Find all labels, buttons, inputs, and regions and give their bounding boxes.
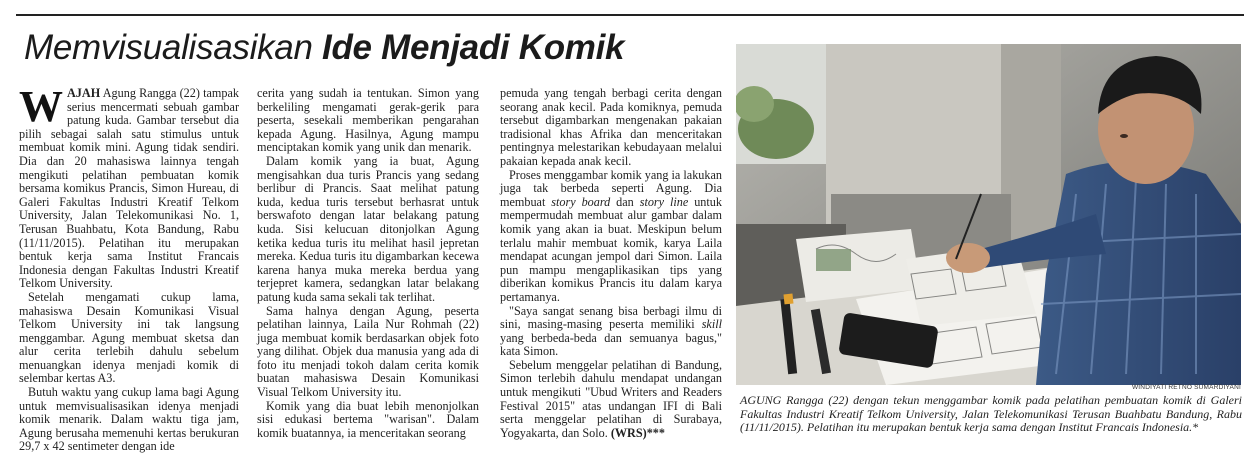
paragraph: Setelah mengamati cukup lama, mahasiswa Desain Komunikasi Visual Telkom University ini tak langsung menggambar. Agung membuat sketsa dan alur cerita terlebih dahulu sebelum menuangkan idenya menjadi komik di selembar kertas A3. <box>19 289 239 386</box>
paragraph: Butuh waktu yang cukup lama bagi Agung untuk memvisualisasikan idenya menjadi komik menarik. Dalam waktu tiga jam, Agung berusaha memenuhi kertas berukuran 29,7 x 42 sentimeter dengan ide <box>19 385 239 454</box>
text-run: dan <box>610 194 640 209</box>
paragraph: pemuda yang tengah berbagi cerita dengan seorang anak kecil. Pada komiknya, pemuda tersebut digambarkan mengenakan pakaian tradisional khas Afrika dan menceritakan pentingnya melestarikan kebudayaan melalui pakaian kepada anak kecil. <box>500 86 722 168</box>
lead-paragraph <box>19 82 239 291</box>
lead-text: Agung Rangga (22) tampak serius mencermati sebuah gambar patung kuda. Gambar tersebut dia pilih sebagai salah satu stimulus untuk membuat komik mini. Agung tidak sendiri. Dia dan 20 mahasiswa lainnya tengah mengikuti pelatihan pembuatan komik bersama komikus Prancis, Simon Hureau, di Galeri Fakultas Industri Kreatif Telkom University, Jalan Telekomunikasi No. 1, Terusan Buahbatu, Kota Bandung, Rabu (11/11/2015). Pelatihan itu merupakan bentuk kerja sama Institut Francais Indonesia dengan Fakultas Industri Kreatif Telkom University. <box>19 86 239 291</box>
text-run: untuk mempermudah membuat alur gambar dalam komik yang akan ia buat. Meskipun belum terlalu mahir membuat komik, karya Laila mendapat acungan jempol dari Simon. Laila pun mampu mengaplikasikan tips yang diberikan komikus Prancis itu dalam karya pertamanya. <box>500 194 722 304</box>
paragraph: cerita yang sudah ia tentukan. Simon yang berkeliling mengamati gerak-gerik para peserta, sesekali memberikan pengarahan kepada Agung. Hasilnya, Agung mampu menciptakan komik yang unik dan menarik. <box>257 86 479 155</box>
paragraph: Sama halnya dengan Agung, peserta pelatihan lainnya, Laila Nur Rohmah (22) juga membuat komik berdasarkan objek foto yang dilihat. Objek dua manusia yang ada di foto itu menjadi tokoh dalam cerita komik buatan mahasiswa Desain Komunikasi Visual Telkom University itu. <box>257 303 479 400</box>
paragraph <box>500 169 722 305</box>
headline <box>24 26 624 70</box>
article-photo <box>736 44 1241 385</box>
article-column-1 <box>19 82 239 454</box>
text-run: "Saya sangat senang bisa berbagi ilmu di sini, masing-masing peserta memiliki <box>500 303 722 332</box>
top-rule <box>16 14 1244 16</box>
paragraph <box>500 359 722 441</box>
text-run: Sebelum menggelar pelatihan di Bandung, Simon terlebih dahulu mendapat undangan untuk mengikuti "Ubud Writers and Readers Festival 2015" atas undangan IFI di Bali serta menggelar pelatihan di Surabaya, Yogyakarta, dan Solo. <box>500 357 722 440</box>
paragraph <box>500 305 722 359</box>
italic-term: story board <box>551 194 611 209</box>
paragraph: Dalam komik yang ia buat, Agung mengisahkan dua turis Prancis yang sedang berlibur di Prancis. Saat melihat patung kuda, kedua turis tersebut berhasrat untuk berswafoto dengan latar belakang patung kuda. Sisi kelucuan ditonjolkan Agung ketika kedua turis itu melihat hasil jepretan mereka. Kedua turis itu digambarkan kecewa karena hanya muka mereka berdua yang terjepret kamera, sedangkan latar belakang patung kuda sama sekali tak terlihat. <box>257 153 479 304</box>
photo-caption: AGUNG Rangga (22) dengan tekun menggambar komik pada pelatihan pembuatan komik di Galeri Fakultas Industri Kreatif Telkom University, Jalan Telekomunikasi Terusan Buahbatu Bandung, Rabu (11/11/2015). Pelatihan itu merupakan bentuk kerja sama dengan Institut Francais Indonesia.* <box>740 393 1242 434</box>
text-run: yang berbeda-beda dan semuanya bagus," kata Simon. <box>500 330 722 359</box>
photo-credit: WINDIYATI RETNO SUMARDIYANI <box>1131 384 1241 391</box>
photo-illustration <box>736 44 1241 385</box>
headline-bold: Ide Menjadi Komik <box>322 28 625 67</box>
headline-light: Memvisualisasikan <box>24 28 313 67</box>
signoff: (WRS)*** <box>610 425 665 440</box>
paragraph: Komik yang dia buat lebih menonjolkan sisi edukasi bertema "warisan". Dalam komik buatannya, ia menceritakan seorang <box>257 398 479 440</box>
italic-term: story line <box>639 194 689 209</box>
drop-cap: W <box>19 82 63 131</box>
italic-term: skill <box>701 317 722 332</box>
article-column-2 <box>257 87 479 440</box>
text-run: Proses menggambar komik yang ia lakukan juga tak berbeda seperti Agung. Dia membuat <box>500 167 722 209</box>
article-column-3 <box>500 87 722 440</box>
lead-caps: AJAH <box>67 86 101 100</box>
